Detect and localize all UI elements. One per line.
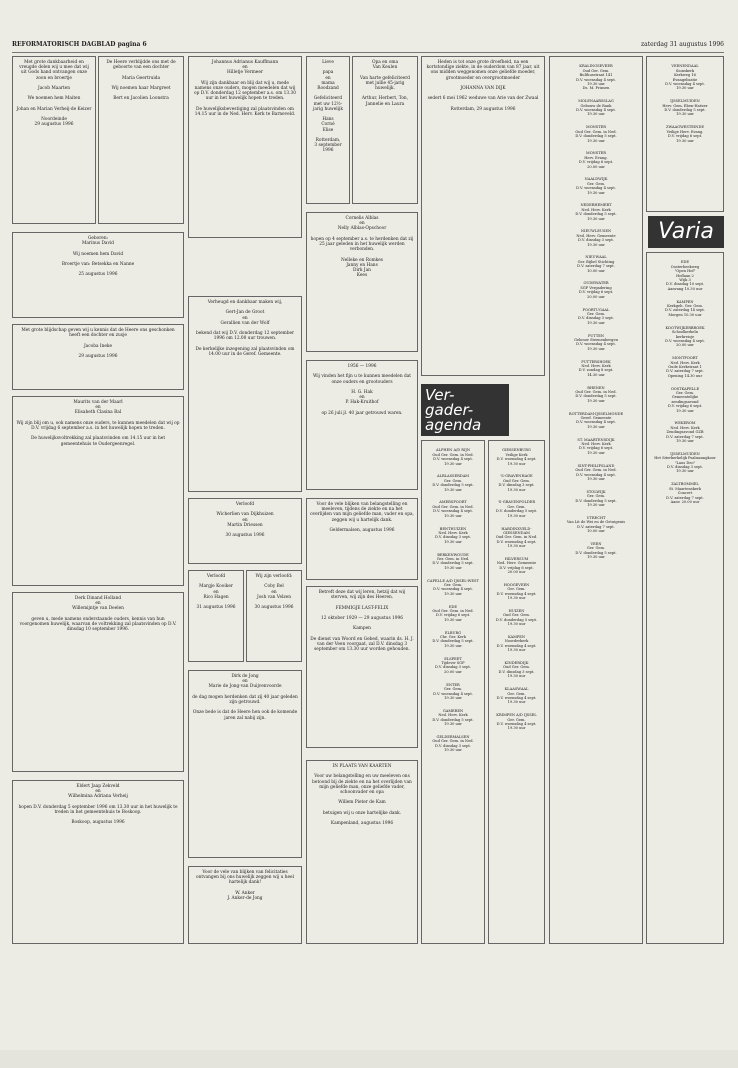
agenda-item: IJSSELMUIDEN Herv. Gem. Eben-Haëzer D.V. donderdag 5 sept. 19.30 uur: [662, 99, 708, 117]
agenda-item: STOLWIJK Ger. Gem. D.V. donderdag 5 sept. 19.30 uur: [575, 489, 617, 507]
agenda-item: KAMPEN Kerkgeb. Ger. Gem. D.V. zaterdag 14 sept. Morgen 10.30 uur: [665, 299, 705, 317]
paper-title: REFORMATORISCH DAGBLAD pagina 6: [12, 41, 147, 48]
agenda-col-a: [549, 56, 643, 944]
agenda-item: ELBURG Chr. Ger. Kerk D.V. donderdag 5 sept. 19.30 uur: [432, 630, 474, 648]
agenda-item: KOOTWIJKERBROEK Schoolkerkeln kerkreisje D.V. woensdag 4 sept. 20.00 uur: [665, 325, 705, 348]
agenda-item: PUTTEN Gebouw Steenenbergen D.V. woensdag 4 sept. 19.30 uur: [574, 333, 618, 351]
agenda-col-d: [646, 252, 724, 944]
agenda-col-c: [421, 440, 485, 944]
birth-ad-jacoba: Met grote blijdschap geven wij u kennis dat de Heere ons geschonken heeft een dochter en zusje Jacoba Ineke 29 augustus 1996: [12, 324, 184, 390]
engagement-ad-coby: Wij zijn verloofd: Coby Bel en Josh van Velzen 30 augustus 1996: [246, 570, 302, 662]
thanks-ad-geldermalsen: Voor de vele blijken van belangstelling en meeleven, tijdens de ziekte en na het overlijden van mijn geliefde man, vader en opa, zeggen wij u hartelijk dank. Geldermalsen, augustus 1996: [306, 498, 418, 580]
agenda-item: BENTHUIZEN Ned. Herv. Kerk D.V. dinsdag 3 sept. 19.30 uur: [435, 526, 471, 544]
thanks-ad-anker: Voor de vele van blijken van felicitaties ontvangen bij ons huwelijk zeggen wij u heel hartelijk dank! W. Anker J. Anker-de Jong: [188, 866, 302, 944]
agenda-item: OOSTKAPELLE Ger. Gem. Gemeentelijke zendingsavond D.V. vrijdag 6 sept. 19.30 uur: [667, 386, 703, 413]
anniversary-ad-alblas: Cornelis Alblas en Nelly Alblas-Opschoor hopen op 4 september a.s. te herdenken dat zij 25 jaar geleden in het huwelijk werden verbonden. Nelleke en Romkes Janny en Hans Dirk Jan Kees: [306, 212, 418, 352]
wedding-ad-gert-jan: Verheugd en dankbaar maken wij, Gert-Jan de Groot en Gerallien van der Wolf bekend dat wij D.V. donderdag 12 september 1996 om 12.00 uur trouwen. De kerkelijke inzegening zal plaatsvinden om 14.00 uur in de Geref. Gemeente.: [188, 296, 302, 492]
vergaderagenda-header: Ver- gader- agenda: [421, 384, 509, 436]
agenda-item: GIESSENBURG Veilige Kerk D.V. woensdag 4 sept. 19.30 uur: [496, 448, 537, 466]
agenda-item: KRIMPEN A/D IJSSEL Ger. Gem. D.V. woensdag 4 sept. 19.30 uur: [496, 713, 537, 731]
agenda-item: ZWAAGWESTEINDE Veilige Herv. Evang. D.V. vrijdag 6 sept. 19.30 uur: [666, 125, 704, 143]
agenda-item: NIEUWLEUSEN Ned. Herv. Gemeente D.V. dinsdag 3 sept. 19.30 uur: [576, 229, 616, 247]
agenda-item: OUDEWATER SGP Vergadering D.V. vrijdag 6 sept. 20.00 uur: [578, 281, 614, 299]
agenda-item: NIEUWAAL Ger. Bijbel Stichting D.V. zaterdag 7 sept. 10.00 uur: [577, 255, 615, 273]
agenda-item: MOLENAARSSLAG Gebouw de Rank D.V. woensdag 4 sept. 19.30 uur: [576, 99, 616, 117]
agenda-item: ST. MAARTENSDIJK Ned. Herv. Kerk D.V. vrijdag 6 sept. 19.30 uur: [577, 437, 615, 455]
agenda-item: ALBLASSERDAM Ger. Gem. D.V. donderdag 5 sept. 19.30 uur: [432, 474, 474, 492]
agenda-item: NEDERHEMERT Ned. Herv. Kerk D.V. donderdag 5 sept. 19.30 uur: [575, 203, 617, 221]
engagement-ad-wicherlien: Verloofd Wicherlien van Dijkhuizen en Martin Driessen 30 augustus 1996: [188, 498, 302, 564]
agenda-item: KAMPEN Noorderkerk D.V. woensdag 4 sept. 19.30 uur: [496, 635, 537, 653]
agenda-item: HOOGEVEEN Ger. Gem. D.V. woensdag 4 sept. 19.30 uur: [496, 582, 537, 601]
agenda-item: KLAASWAAL Ger. Gem. D.V. woensdag 4 sept. 19.30 uur: [496, 687, 537, 705]
agenda-item: IJSSELMUIDEN Het Siterkerkelijk Psalmzangkoor "Laus Deo" D.V. dinsdag 3 sept. 19.30 uur: [654, 451, 716, 474]
wedding-ad-maurits: Maurits van der Maarl en Elisabeth Clasina Bal Wij zijn blij om u, ook namens onze ouders, te kunnen meedelen dat wij op D.V. vrijdag 6 september a.s. in het huwelijk hopen te treden. De huwelijksvoltrekking zal plaatsvinden om 14.15 uur in het gemeentehuis te Oudergeenregel.: [12, 396, 184, 586]
agenda-item: WEKEROM Ned. Herv. Kerk Zendingsavond GZB D.V. zaterdag 7 sept. 19.30 uur: [666, 421, 704, 444]
obituary-felix: Betreft deze dat wij leren, hetzij dat wij sterven, wij zijn des Heeren. FEMMIGJE LAST-FELIX 12 oktober 1929 — 29 augustus 1996 Kampen De dienst van Woord en Gebed, waarin ds. H. J. van der Veen voorgaat, zal D.V. dinsdag 3 september om 13.30 uur worden gehouden.: [306, 586, 418, 748]
agenda-item: ELSPEET Tijdeviv SGP D.V. dinsdag 3 sept. 20.00 uur: [435, 656, 471, 674]
agenda-item: BERKENWOUDE Ger. Gem. in Ned. D.V. donderdag 5 sept. 19.30 uur: [432, 552, 474, 570]
agenda-item: CAPELLE A/D IJSSEL-WEST Ger. Gem. D.V. woensdag 4 sept. 19.30 uur: [427, 578, 479, 596]
engagement-ad-margje: Verloofd Margje Kooiker en Rico Hagen 31 augustus 1996: [188, 570, 244, 662]
agenda-item: ROTTERDAM-IJSSELMONDE Geref. Gemeente D.V. woensdag 4 sept. 19.30 uur: [568, 411, 624, 429]
wedding-ad-kauffmann: Johannus Adrianus Kauffmann en Hilletje Vermeer Wij zijn dankbaar en blij dat wij u, mede namens onze ouders, mogen meedelen dat wij op D.V. donderdag 12 september a.s. om 13.30 uur in het huwelijk hopen te treden. De huwelijksbevestiging zal plaatsvinden om 14.15 uur in de Ned. Herv. Kerk te Barneveld.: [188, 56, 302, 238]
anniversary-ad-hak: 1956 — 1996 Wij vinden het fijn u te kunnen meedelen dat onze ouders en grootouders H. G. Hak en P. Hak-Kruithof op 26 juli jl. 40 jaar getrouwd waren.: [306, 360, 418, 490]
agenda-col-d-top: [646, 56, 724, 212]
agenda-item: PUTTERSHOEK Ned. Herv. Kerk D.V. zondag 8 sept. 14.30 uur: [578, 359, 614, 377]
agenda-item: MONSTER Herv. Evang. D.V. vrijdag 6 sept. 20.00 uur: [578, 151, 614, 169]
wedding-ad-eldert: Eldert Jaap Zekveld en Wilhelmina Adriana Verheij hopen D.V. donderdag 5 september 1996 om 13.30 uur in het huwelijk te treden in het gemeentehuis te Boskoop. Boskoop, augustus 1996: [12, 780, 184, 944]
agenda-item: MONTFOORT Ned. Herv. Kerk Oude Kerkstraat 1 D.V. zaterdag 7 sept. Opening 14.30 uur: [666, 356, 704, 378]
agenda-item: HILVERSUM Ned. Herv. Gemeente D.V. vrijdag 6 sept. 20.00 uur: [496, 556, 537, 575]
agenda-item: EDE Oosterbeekweg "Open Hof" Hoflaan 2 Wijk 3 D.V. dinsdag 10 sept. Aanvang 10.30 uur: [665, 260, 705, 291]
issue-date: zaterdag 31 augustus 1996: [640, 41, 724, 48]
scan-border: [0, 1050, 738, 1068]
agenda-item: RHENEN Oud Ger. Gem. in Ned. D.V. donderdag 5 sept. 19.30 uur: [575, 385, 617, 403]
agenda-item: ALPHEN A/D RIJN Oud Ger. Gem. in Ned. D.V. woensdag 4 sept. 19.30 uur: [432, 448, 474, 466]
agenda-item: 'S-GRAVENPOLDER Ger. Gem. D.V. donderdag 5 sept. 19.30 uur: [495, 500, 538, 518]
agenda-item: GELDERMALSEN Oud Ger. Gem. in Ned. D.V. dinsdag 3 sept. 19.30 uur: [432, 734, 474, 752]
agenda-item: SINT-PHILIPSLAND Oud Ger. Gem. in Ned. D.V. woensdag 4 sept. 19.30 uur: [575, 463, 617, 481]
agenda-item: MONSTER Oud Ger. Gem. in Ned. D.V. donderdag 5 sept. 19.30 uur: [575, 125, 617, 143]
birth-ad-margreet: De Heere verblijdde ons met de geboorte van een dochter Maria Geertruida Wij noemen haar Margreet Bert en Jacolien Loonstra: [98, 56, 184, 224]
varia-header: Varia: [648, 216, 724, 248]
birth-ad-jacob: Met grote dankbaarheid en vreugde delen wij u mee dat wij uit Gods hand ontvangen onze zoon en broertje Jacob Maarten We noemen hem Maiten Johan en Marian Verheij-de Keizer Noordeinde 29 augustus 1996: [12, 56, 96, 224]
agenda-item: ZALTBOMMEL St. Maartenskerk Concert D.V. zaterdag 7 sept. Aanv. 20.00 uur: [666, 482, 704, 504]
agenda-item: EDE Oud Ger. Gem. in Ned. D.V. vrijdag 6 sept. 19.30 uur: [432, 604, 474, 622]
agenda-col-b: [488, 440, 545, 944]
agenda-item: KRALINGSEVEER Oud Ger. Gem. Bulthusstraat 141 D.V. woensdag 4 sept. 19.30 uur Ds. M. Prinsen: [576, 64, 616, 91]
agenda-item: GAMEREN Ned. Herv. Kerk D.V. donderdag 5 sept. 19.30 uur: [432, 708, 474, 726]
anniversary-ad-opa-oma: Opa en oma Van Keulen Van harte gefeliciteerd met jullie 45-jarig huwelijk. Arthur, Herbert, Ton, Jannelie en Laura: [352, 56, 418, 204]
agenda-item: KINDERDIJK Oud Ger. Gem. D.V. dinsdag 3 sept. 19.30 uur: [498, 661, 535, 679]
agenda-item: POORTUGAAL Ger. Gem. D.V. dinsdag 3 sept. 19.30 uur: [578, 307, 614, 325]
agenda-item: 'S-GRAVENHAGE Oud Ger. Gem. D.V. dinsdag 3 sept. 19.30 uur: [498, 474, 535, 492]
wedding-ad-derk: Derk Dinand Holland en Willemijntje van Deelen geven u, mede namens onderstaande ouders, kennis van hun voorgenomen huwelijk, waarvan de voltrekking zal plaatsvinden op D.V. dinsdag 10 september 1996.: [12, 592, 184, 772]
agenda-item: HARDINXVELD-GIESSENDAM Oud Ger. Gem. in Ned. D.V. woensdag 4 sept. 19.30 uur: [495, 526, 538, 549]
anniversary-ad-papa-mama: Lieve papa en mama Roodzand Gefeliciteerd met uw 12½-jarig huwelijk Hans Corné Elise Rotterdam, 3 september 1996: [306, 56, 350, 204]
thanks-ad-de-kam: IN PLAATS VAN KAARTEN Voor uw belangstelling en uw meeleven ons betoond bij de ziekte en na het overlijden van mijn geliefde man, onze geliefde vader, schoonvader en opa Willem Pieter de Kam betuigen wij u onze hartelijke dank. Kampenland, augustus 1996: [306, 760, 418, 944]
obituary-van-dijk: Heden is tot onze grote droefheid, na een kortstondige ziekte, in de ouderdom van 87 jaar, uit ons midden weggenomen onze geliefde moeder, grootmoeder en overgrootmoeder JOHANNA VAN DIJK sedert 6 mei 1962 weduwe van Arie van der Zwaal Rotterdam, 29 augustus 1996: [421, 56, 545, 376]
agenda-item: AMERSFOORT Oud Ger. Gem. in Ned. D.V. woensdag 4 sept. 19.30 uur: [432, 500, 474, 518]
agenda-item: NAALDWIJK Ger. Gem. D.V. woensdag 4 sept. 19.30 uur: [576, 177, 616, 195]
birth-ad-marinus: Geboren: Marinus David Wij noemen hem David Broertje van: Betsekka en Nanne 25 augustus 1996: [12, 232, 184, 318]
agenda-item: VEENENDAAL Sionskerk Kerkweg 16 Evangelisatie D.V. woensdag 4 sept. 19.30 uur: [665, 64, 705, 91]
agenda-item: ENTER Ger. Gem. D.V. woensdag 4 sept. 19.30 uur: [433, 682, 473, 700]
agenda-item: VEEN Ger. Gem. D.V. donderdag 5 sept. 19.30 uur: [575, 541, 617, 559]
agenda-item: HUIZEN Oud Ger. Gem. D.V. donderdag 5 sept. 19.30 uur: [495, 609, 538, 627]
anniversary-ad-dirk: Dirk de Jong en Marie de Jong-van Duijvenvoorde de dag mogen herdenken dat zij 40 jaar geleden zijn getrouwd. Onze bede is dat de Heere hen ook de komende jaren zal nabij zijn.: [188, 670, 302, 858]
agenda-item: UTRECHT Van Lit de Wei en de Getuigenis D.V. zaterdag 7 sept. 10.00 uur: [566, 515, 626, 533]
page-header: [12, 40, 724, 53]
